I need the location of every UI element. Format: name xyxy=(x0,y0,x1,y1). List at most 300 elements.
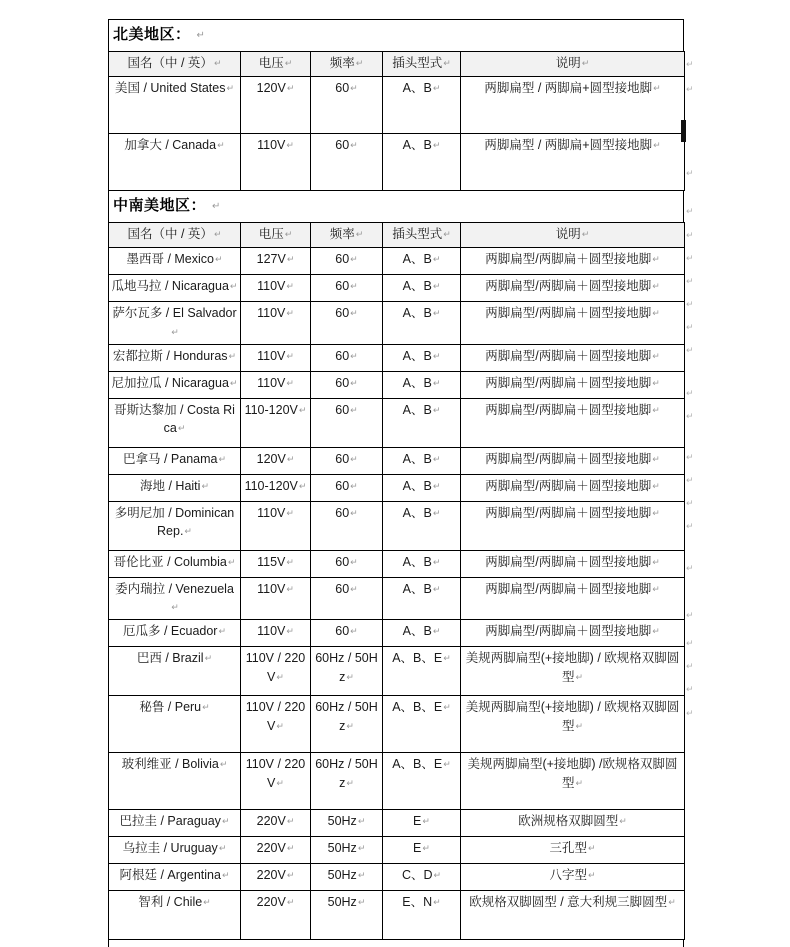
pilcrow-mark: ↵ xyxy=(686,276,694,286)
cell-voltage xyxy=(241,77,311,134)
pilcrow-mark: ↵ xyxy=(432,404,441,415)
cell-text: 两脚扁型 / 两脚扁+圆型接地脚 xyxy=(484,81,653,95)
cell-country xyxy=(109,275,241,302)
cell-voltage xyxy=(241,550,311,577)
cell-voltage xyxy=(241,891,311,940)
cell-text: 委内瑞拉 / Venezuela xyxy=(115,581,234,596)
cell-text: 110V xyxy=(257,375,286,390)
cell-text: 尼加拉瓜 / Nicaragua xyxy=(111,375,229,390)
header-label: 说明 xyxy=(555,56,581,70)
pilcrow-mark: ↵ xyxy=(350,308,358,318)
pilcrow-mark: ↵ xyxy=(357,897,366,907)
pilcrow-mark: ↵ xyxy=(227,556,236,567)
pilcrow-mark: ↵ xyxy=(686,84,694,94)
section-heading-text: 北美地区： xyxy=(113,26,191,43)
cell-text: 美国 / United States xyxy=(114,81,226,95)
cell-text: 美规两脚扁型(+接地脚) /欧规格双脚圆型 xyxy=(467,757,678,790)
cell-text: 220V xyxy=(256,841,286,855)
cell-description xyxy=(461,398,685,447)
column-header-frequency xyxy=(311,223,383,248)
cell-country xyxy=(109,474,241,501)
cell-voltage xyxy=(241,620,311,647)
table-row xyxy=(109,864,685,891)
pilcrow-mark: ↵ xyxy=(686,230,694,240)
cell-text: 50Hz xyxy=(327,868,357,882)
pilcrow-mark: ↵ xyxy=(350,507,358,518)
pilcrow-mark: ↵ xyxy=(652,480,660,491)
cell-plug-type xyxy=(383,753,461,810)
table-north-america xyxy=(108,51,685,191)
column-header-plug-type xyxy=(383,52,461,77)
pilcrow-mark: ↵ xyxy=(196,30,205,41)
header-label: 国名（中 / 英） xyxy=(127,56,213,70)
pilcrow-mark: ↵ xyxy=(686,322,694,332)
pilcrow-mark: ↵ xyxy=(286,281,294,291)
cell-text: 两脚扁型/两脚扁＋圆型接地脚 xyxy=(485,505,652,520)
cell-text: A、B、E xyxy=(392,651,443,665)
cell-text: 哥斯达黎加 / Costa Rica xyxy=(114,402,235,436)
pilcrow-mark: ↵ xyxy=(355,229,364,239)
cell-voltage xyxy=(241,810,311,837)
pilcrow-mark: ↵ xyxy=(229,377,238,388)
cell-frequency xyxy=(311,447,383,474)
pilcrow-mark: ↵ xyxy=(686,452,694,462)
cell-text: 60 xyxy=(335,581,350,596)
pilcrow-mark: ↵ xyxy=(350,254,358,264)
pilcrow-mark: ↵ xyxy=(686,253,694,263)
cell-text: 阿根廷 / Argentina xyxy=(119,868,221,882)
cell-text: A、B xyxy=(402,478,432,493)
column-header-voltage xyxy=(241,52,311,77)
cell-voltage xyxy=(241,275,311,302)
table-row xyxy=(109,837,685,864)
cell-description xyxy=(461,696,685,753)
cell-frequency xyxy=(311,134,383,191)
pilcrow-mark: ↵ xyxy=(652,507,660,518)
cell-voltage xyxy=(241,577,311,620)
pilcrow-mark: ↵ xyxy=(229,281,238,291)
pilcrow-mark: ↵ xyxy=(286,816,295,826)
pilcrow-mark: ↵ xyxy=(350,626,358,636)
cell-frequency xyxy=(311,248,383,275)
cell-text: A、B xyxy=(402,375,432,390)
cell-text: 115V xyxy=(257,554,286,569)
pilcrow-mark: ↵ xyxy=(581,58,590,68)
table-row xyxy=(109,753,685,810)
cell-description xyxy=(461,248,685,275)
pilcrow-mark: ↵ xyxy=(575,720,584,731)
cell-text: 两脚扁型/两脚扁＋圆型接地脚 xyxy=(485,252,652,266)
cell-frequency xyxy=(311,501,383,550)
pilcrow-mark: ↵ xyxy=(652,453,660,464)
table-row xyxy=(109,810,685,837)
pilcrow-mark: ↵ xyxy=(432,254,441,264)
pilcrow-mark: ↵ xyxy=(286,350,294,361)
table-row xyxy=(109,891,685,940)
cell-plug-type xyxy=(383,550,461,577)
cell-country xyxy=(109,77,241,134)
pilcrow-mark: ↵ xyxy=(652,556,660,567)
pilcrow-mark: ↵ xyxy=(652,404,660,415)
pilcrow-mark: ↵ xyxy=(686,168,694,178)
pilcrow-mark: ↵ xyxy=(652,254,660,264)
cell-country xyxy=(109,753,241,810)
cell-frequency xyxy=(311,891,383,940)
table-row xyxy=(109,696,685,753)
pilcrow-mark: ↵ xyxy=(286,453,295,464)
cell-country xyxy=(109,248,241,275)
cell-text: 50Hz xyxy=(327,841,357,855)
table-row xyxy=(109,77,685,134)
cell-text: 110V xyxy=(257,306,286,320)
cell-country xyxy=(109,620,241,647)
pilcrow-mark: ↵ xyxy=(652,377,660,388)
section-heading-north-america xyxy=(108,19,684,51)
cell-text: 两脚扁型/两脚扁＋圆型接地脚 xyxy=(485,279,652,293)
cell-description xyxy=(461,501,685,550)
pilcrow-mark: ↵ xyxy=(686,345,694,355)
column-header-plug-type xyxy=(383,223,461,248)
pilcrow-mark: ↵ xyxy=(276,671,284,682)
cell-text: A、B xyxy=(402,252,432,266)
cell-text: 110V xyxy=(257,348,286,363)
table-row xyxy=(109,398,685,447)
cell-text: A、B xyxy=(402,138,432,152)
cell-text: 60 xyxy=(335,402,350,417)
pilcrow-mark: ↵ xyxy=(350,350,358,361)
cell-description xyxy=(461,550,685,577)
cell-text: A、B xyxy=(402,581,432,596)
cell-text: 60 xyxy=(335,306,350,320)
pilcrow-mark: ↵ xyxy=(575,777,584,788)
cell-text: 八字型 xyxy=(549,868,587,882)
cell-description xyxy=(461,77,685,134)
cell-voltage xyxy=(241,753,311,810)
pilcrow-mark: ↵ xyxy=(357,870,366,880)
header-label: 插头型式 xyxy=(392,227,443,241)
cell-text: A、B、E xyxy=(392,700,443,714)
cell-description xyxy=(461,810,685,837)
table-row xyxy=(109,501,685,550)
cell-country xyxy=(109,577,241,620)
table-header-row xyxy=(109,52,685,77)
cell-text: 巴拉圭 / Paraguay xyxy=(119,814,221,828)
pilcrow-mark: ↵ xyxy=(432,480,441,491)
pilcrow-mark: ↵ xyxy=(433,897,441,907)
cell-voltage xyxy=(241,474,311,501)
cell-description xyxy=(461,371,685,398)
cell-plug-type xyxy=(383,398,461,447)
cell-text: A、B xyxy=(402,348,432,363)
pilcrow-mark: ↵ xyxy=(686,59,694,69)
cell-text: 两脚扁型/两脚扁＋圆型接地脚 xyxy=(485,554,652,569)
column-header-country xyxy=(109,52,241,77)
cell-text: 美规两脚扁型(+接地脚) / 欧规格双脚圆型 xyxy=(465,651,680,684)
cell-text: A、B xyxy=(402,624,432,638)
cell-description xyxy=(461,134,685,191)
cell-text: 60Hz / 50Hz xyxy=(315,700,378,733)
cell-text: 海地 / Haiti xyxy=(140,478,201,493)
pilcrow-mark: ↵ xyxy=(212,201,221,212)
column-header-description xyxy=(461,223,685,248)
cell-plug-type xyxy=(383,891,461,940)
pilcrow-mark: ↵ xyxy=(443,58,451,68)
pilcrow-mark: ↵ xyxy=(217,140,225,150)
cell-text: E、N xyxy=(402,895,433,909)
pilcrow-mark: ↵ xyxy=(432,350,441,361)
table-row xyxy=(109,302,685,345)
cell-text: 两脚扁型/两脚扁＋圆型接地脚 xyxy=(485,306,652,320)
cell-text: 萨尔瓦多 / El Salvador xyxy=(112,306,237,320)
cell-text: 60 xyxy=(335,624,350,638)
header-label: 频率 xyxy=(329,56,355,70)
cell-country xyxy=(109,550,241,577)
table-row xyxy=(109,620,685,647)
cell-description xyxy=(461,275,685,302)
pilcrow-mark: ↵ xyxy=(581,229,590,239)
cell-text: 两脚扁型/两脚扁＋圆型接地脚 xyxy=(485,348,652,363)
cell-plug-type xyxy=(383,620,461,647)
cell-frequency xyxy=(311,474,383,501)
pilcrow-mark: ↵ xyxy=(286,507,294,518)
table-header-row xyxy=(109,223,685,248)
cell-text: A、B xyxy=(402,279,432,293)
pilcrow-mark: ↵ xyxy=(350,281,358,291)
table-body xyxy=(109,248,685,940)
cell-frequency xyxy=(311,371,383,398)
pilcrow-mark: ↵ xyxy=(350,556,358,567)
cell-voltage xyxy=(241,134,311,191)
pilcrow-mark: ↵ xyxy=(432,83,441,93)
pilcrow-mark: ↵ xyxy=(443,229,451,239)
cell-plug-type xyxy=(383,275,461,302)
table-row xyxy=(109,647,685,696)
cell-description xyxy=(461,620,685,647)
cell-text: 60 xyxy=(335,279,350,293)
pilcrow-mark: ↵ xyxy=(686,610,694,620)
cell-voltage xyxy=(241,447,311,474)
cell-country xyxy=(109,447,241,474)
pilcrow-mark: ↵ xyxy=(432,507,441,518)
cell-text: 50Hz xyxy=(327,814,357,828)
pilcrow-mark: ↵ xyxy=(686,475,694,485)
cell-text: 110V xyxy=(257,279,286,293)
pilcrow-mark: ↵ xyxy=(171,602,179,613)
pilcrow-mark: ↵ xyxy=(286,83,295,93)
pilcrow-mark: ↵ xyxy=(432,281,441,291)
pilcrow-mark: ↵ xyxy=(350,404,358,415)
cell-text: 墨西哥 / Mexico xyxy=(126,252,214,266)
cell-text: 多明尼加 / Dominican Rep. xyxy=(114,505,235,539)
pilcrow-mark: ↵ xyxy=(686,638,694,648)
cell-text: 欧规格双脚圆型 / 意大利规三脚圆型 xyxy=(469,895,668,909)
cell-text: 110V xyxy=(257,581,286,596)
cell-text: A、B xyxy=(402,451,432,466)
pilcrow-mark: ↵ xyxy=(350,583,358,594)
cell-text: 欧洲规格双脚圆型 xyxy=(518,814,619,828)
cell-text: A、B xyxy=(402,402,432,417)
cell-text: 220V xyxy=(256,895,286,909)
column-header-country xyxy=(109,223,241,248)
pilcrow-mark: ↵ xyxy=(221,870,230,880)
pilcrow-mark: ↵ xyxy=(298,480,307,491)
cell-text: 厄瓜多 / Ecuador xyxy=(122,624,218,638)
pilcrow-mark: ↵ xyxy=(184,526,192,537)
header-label: 频率 xyxy=(329,227,355,241)
cell-frequency xyxy=(311,398,383,447)
cell-plug-type xyxy=(383,77,461,134)
pilcrow-mark: ↵ xyxy=(219,759,228,769)
pilcrow-mark: ↵ xyxy=(350,377,358,388)
pilcrow-mark: ↵ xyxy=(286,870,295,880)
cell-text: 110V / 220V xyxy=(245,651,306,684)
pilcrow-mark: ↵ xyxy=(652,583,660,594)
pilcrow-mark: ↵ xyxy=(653,140,661,150)
table-row xyxy=(109,134,685,191)
cell-country xyxy=(109,837,241,864)
pilcrow-mark: ↵ xyxy=(350,83,358,93)
cell-text: 60 xyxy=(335,348,350,363)
cell-country xyxy=(109,302,241,345)
cell-text: 哥伦比亚 / Columbia xyxy=(113,554,227,569)
cell-text: 两脚扁型/两脚扁＋圆型接地脚 xyxy=(485,375,652,390)
pilcrow-mark: ↵ xyxy=(218,626,227,636)
pilcrow-mark: ↵ xyxy=(286,626,294,636)
cell-plug-type xyxy=(383,647,461,696)
cell-country xyxy=(109,501,241,550)
cell-text: A、B、E xyxy=(392,757,443,771)
table-row xyxy=(109,474,685,501)
document-body xyxy=(108,19,684,947)
header-label: 说明 xyxy=(555,227,581,241)
pilcrow-mark: ↵ xyxy=(652,350,660,361)
cell-text: 两脚扁型/两脚扁＋圆型接地脚 xyxy=(485,451,652,466)
pilcrow-mark: ↵ xyxy=(686,521,694,531)
cell-plug-type xyxy=(383,302,461,345)
column-header-description xyxy=(461,52,685,77)
cell-voltage xyxy=(241,371,311,398)
cell-frequency xyxy=(311,837,383,864)
cell-text: 110-120V xyxy=(244,402,298,417)
header-label: 插头型式 xyxy=(392,56,443,70)
pilcrow-mark: ↵ xyxy=(355,58,364,68)
pilcrow-mark: ↵ xyxy=(432,583,441,594)
cell-text: 110V xyxy=(257,505,286,520)
pilcrow-mark: ↵ xyxy=(202,702,210,712)
cell-plug-type xyxy=(383,474,461,501)
cell-frequency xyxy=(311,620,383,647)
pilcrow-mark: ↵ xyxy=(432,556,441,567)
cell-description xyxy=(461,647,685,696)
cell-text: 120V xyxy=(256,81,286,95)
cell-voltage xyxy=(241,302,311,345)
cell-voltage xyxy=(241,647,311,696)
cell-frequency xyxy=(311,302,383,345)
pilcrow-mark: ↵ xyxy=(686,411,694,421)
pilcrow-mark: ↵ xyxy=(652,281,660,291)
cell-plug-type xyxy=(383,344,461,371)
cell-text: 60 xyxy=(335,375,350,390)
cell-country xyxy=(109,398,241,447)
pilcrow-mark: ↵ xyxy=(221,816,230,826)
cell-text: A、B xyxy=(402,554,432,569)
cell-text: 两脚扁型/两脚扁＋圆型接地脚 xyxy=(485,581,652,596)
cell-country xyxy=(109,134,241,191)
pilcrow-mark: ↵ xyxy=(286,843,295,853)
table-central-south-america xyxy=(108,222,685,940)
pilcrow-mark: ↵ xyxy=(652,308,660,318)
cell-text: 60 xyxy=(335,451,350,466)
cell-country xyxy=(109,696,241,753)
cell-text: 220V xyxy=(256,868,286,882)
pilcrow-mark: ↵ xyxy=(686,661,694,671)
table-row xyxy=(109,550,685,577)
pilcrow-mark: ↵ xyxy=(171,326,179,337)
table-row xyxy=(109,248,685,275)
cell-description xyxy=(461,474,685,501)
pilcrow-mark: ↵ xyxy=(284,58,293,68)
text-cursor[interactable] xyxy=(681,120,686,142)
pilcrow-mark: ↵ xyxy=(286,308,294,318)
pilcrow-mark: ↵ xyxy=(228,350,237,361)
pilcrow-mark: ↵ xyxy=(203,897,211,907)
cell-description xyxy=(461,837,685,864)
cell-plug-type xyxy=(383,696,461,753)
pilcrow-mark: ↵ xyxy=(652,626,660,636)
cell-country xyxy=(109,344,241,371)
cell-frequency xyxy=(311,577,383,620)
cell-text: 玻利维亚 / Bolivia xyxy=(121,757,219,771)
pilcrow-mark: ↵ xyxy=(357,843,366,853)
cell-frequency xyxy=(311,550,383,577)
pilcrow-mark: ↵ xyxy=(432,140,441,150)
cell-description xyxy=(461,753,685,810)
pilcrow-mark: ↵ xyxy=(422,843,430,853)
pilcrow-mark: ↵ xyxy=(213,58,222,68)
margin-paragraph-marks xyxy=(686,19,700,731)
cell-voltage xyxy=(241,864,311,891)
cell-text: 110-120V xyxy=(244,478,298,493)
cell-text: 60 xyxy=(335,138,350,152)
cell-text: 瓜地马拉 / Nicaragua xyxy=(111,279,229,293)
cell-country xyxy=(109,864,241,891)
cell-text: 智利 / Chile xyxy=(138,895,203,909)
pilcrow-mark: ↵ xyxy=(686,299,694,309)
cell-text: 两脚扁型/两脚扁＋圆型接地脚 xyxy=(485,402,652,417)
pilcrow-mark: ↵ xyxy=(218,453,227,464)
cell-text: A、B xyxy=(402,306,432,320)
pilcrow-mark: ↵ xyxy=(432,453,441,464)
pilcrow-mark: ↵ xyxy=(686,498,694,508)
cell-text: 60 xyxy=(335,252,350,266)
column-header-voltage xyxy=(241,223,311,248)
pilcrow-mark: ↵ xyxy=(213,229,222,239)
cell-text: 60Hz / 50Hz xyxy=(315,757,378,790)
pilcrow-mark: ↵ xyxy=(619,816,627,826)
cell-plug-type xyxy=(383,248,461,275)
pilcrow-mark: ↵ xyxy=(350,140,358,150)
table-row xyxy=(109,447,685,474)
cell-plug-type xyxy=(383,501,461,550)
pilcrow-mark: ↵ xyxy=(286,583,294,594)
cell-country xyxy=(109,891,241,940)
cell-voltage xyxy=(241,837,311,864)
cell-frequency xyxy=(311,77,383,134)
table-row xyxy=(109,577,685,620)
cell-text: 三孔型 xyxy=(549,841,587,855)
cell-text: 两脚扁型 / 两脚扁+圆型接地脚 xyxy=(484,138,653,152)
section-heading-central-south-america xyxy=(108,191,684,222)
